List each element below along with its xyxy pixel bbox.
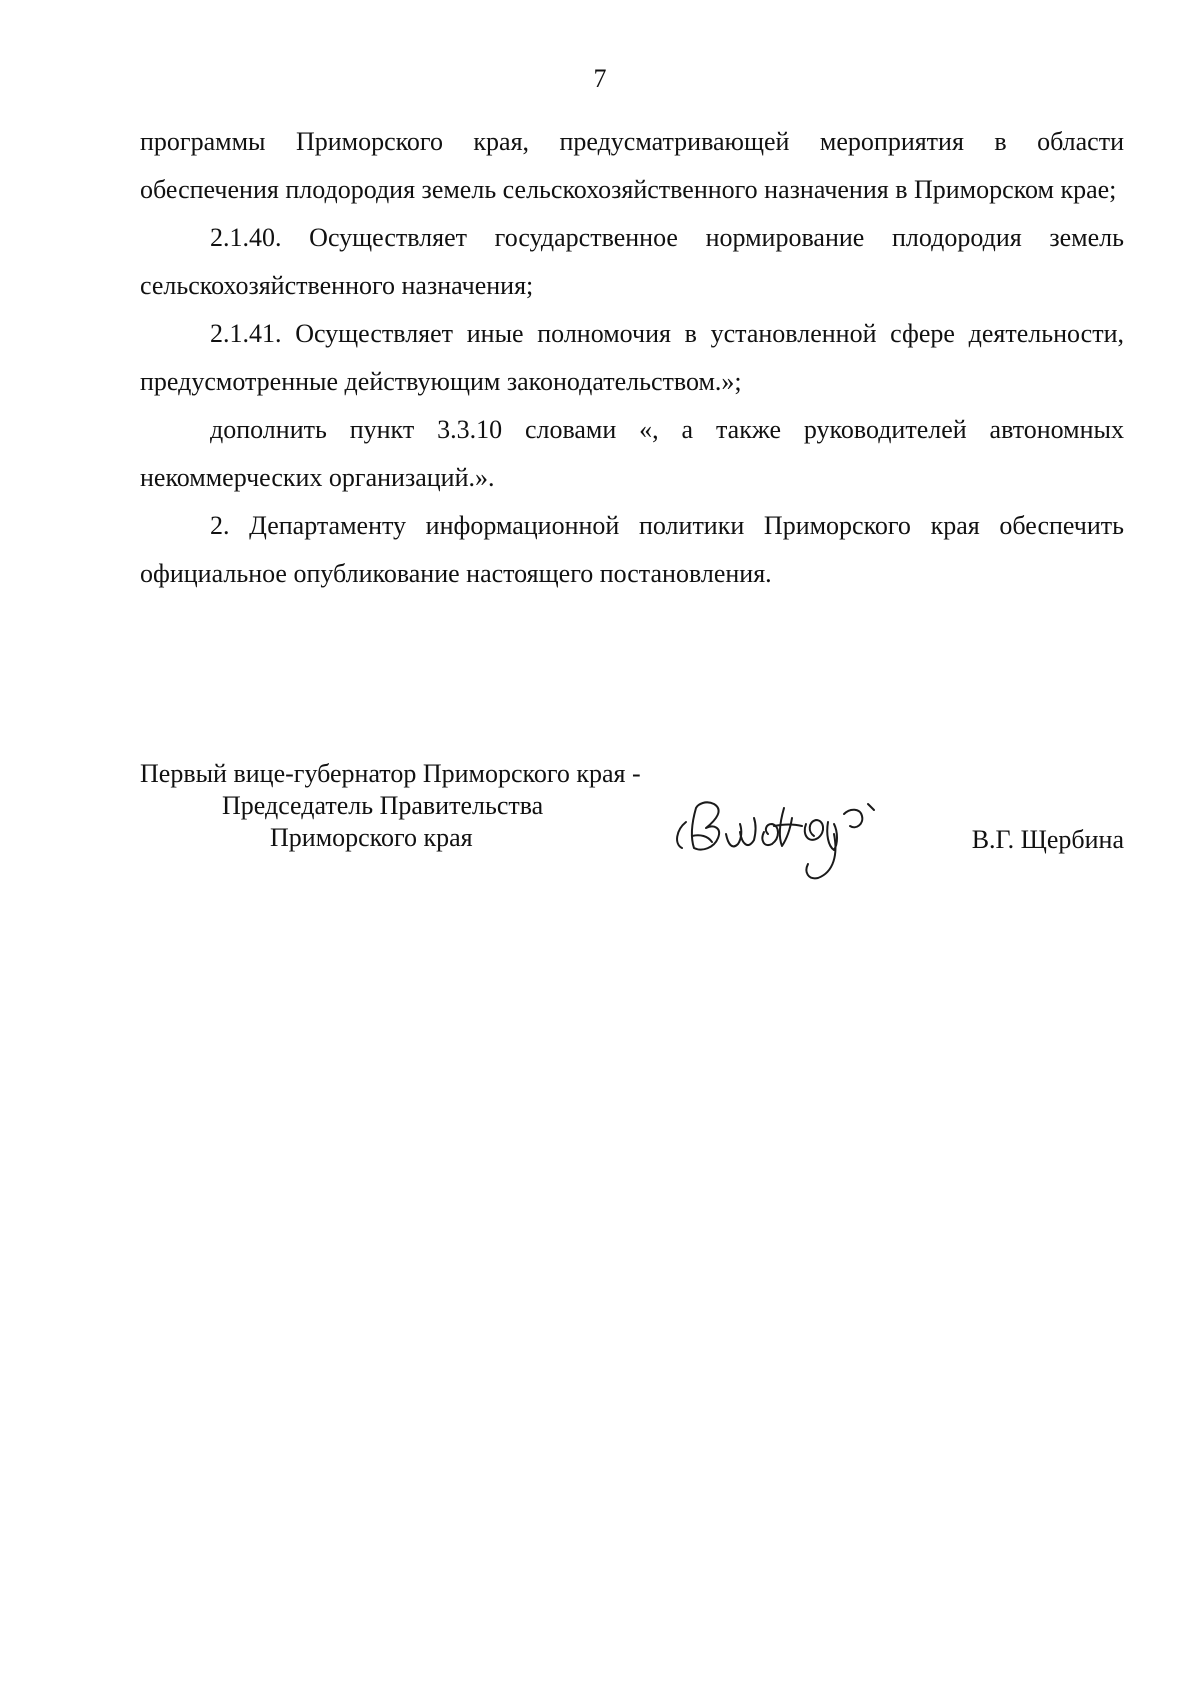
signer-position	[140, 758, 641, 854]
signer-position-line1: Первый вице-губернатор Приморского края -	[140, 759, 641, 788]
signer-position-line3: Приморского края	[270, 823, 473, 852]
paragraph-amend-3-3-10: дополнить пункт 3.3.10 словами «, а также руководителей автономных некоммерческих организаций.».	[140, 415, 1124, 492]
handwritten-signature	[668, 774, 918, 884]
paragraph-item-2-1-41: 2.1.41. Осуществляет иные полномочия в установленной сфере деятельности, предусмотренные действующим законодательством.»;	[140, 319, 1124, 396]
signer-name: В.Г. Щербина	[971, 825, 1124, 854]
page-number: 7	[593, 64, 607, 93]
paragraph-program-continuation: программы Приморского края, предусматривающей мероприятия в области обеспечения плодородия земель сельскохозяйственного назначения в Приморском крае;	[140, 127, 1124, 204]
paragraph-item-2-1-40: 2.1.40. Осуществляет государственное нормирование плодородия земель сельскохозяйственного назначения;	[140, 223, 1124, 300]
signature-block	[140, 758, 1124, 898]
paragraph-item-2-publication: 2. Департаменту информационной политики Приморского края обеспечить официальное опубликование настоящего постановления.	[140, 511, 1124, 588]
signer-position-line2: Председатель Правительства	[222, 791, 544, 820]
document-body	[140, 118, 1124, 598]
